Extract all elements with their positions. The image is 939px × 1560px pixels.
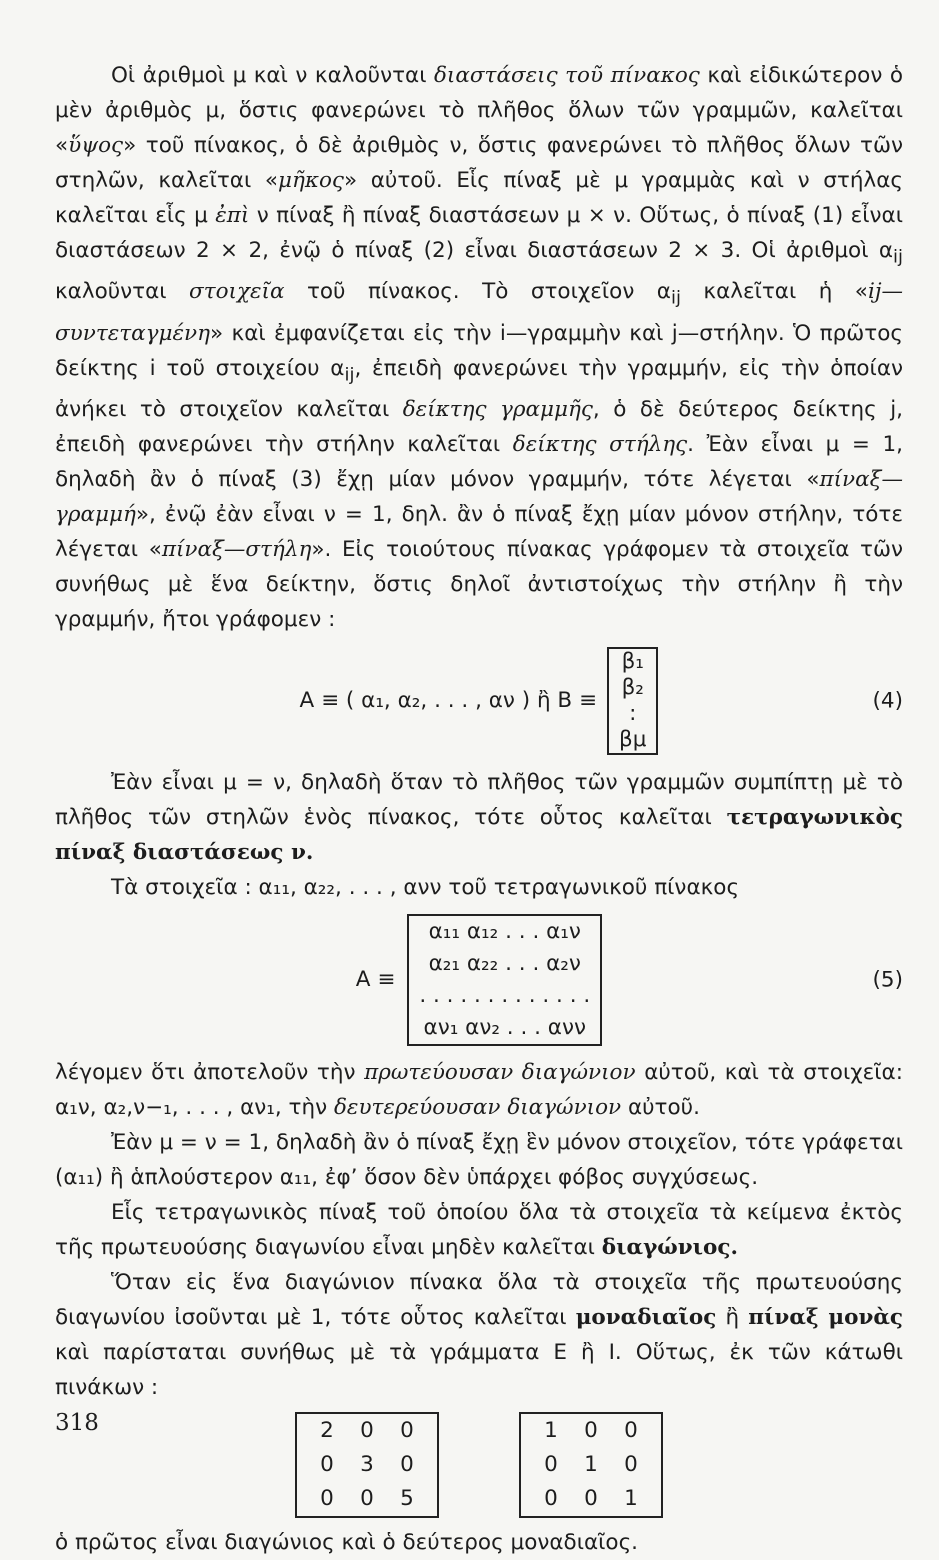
identity-matrix — [519, 1412, 663, 1518]
matrix-entry: 0 — [544, 1485, 558, 1511]
diagonal-matrix — [295, 1412, 439, 1518]
matrix-entry: βμ — [619, 726, 647, 752]
page-number: 318 — [55, 1410, 99, 1436]
equation-4-lhs: A ≡ ( α₁, α₂, . . . , αν ) ἢ B ≡ — [299, 688, 598, 714]
column-matrix-b — [607, 647, 658, 755]
matrix-entry: 0 — [544, 1451, 558, 1477]
matrix-entry: 1 — [624, 1485, 638, 1511]
paragraph-elements: Τὰ στοιχεῖα : α₁₁, α₂₂, . . . , ανν τοῦ τετραγωνικοῦ πίνακος — [111, 874, 740, 900]
paragraph-single: Ἐὰν μ = ν = 1, δηλαδὴ ἂν ὁ πίναξ ἔχῃ ἓν μόνον στοιχεῖον, τότε γράφεται (α₁₁) ἢ ἁπλούστερον α₁₁, ἐφ’ ὅσον δὲν ὑπάρχει φόβος συγχύσεως. — [55, 1129, 903, 1190]
matrix-row: α₁₁ α₁₂ . . . α₁ν — [428, 918, 581, 944]
paragraph-dimensions: Οἱ ἀριθμοὶ μ καὶ ν καλοῦνται διαστάσεις τοῦ πίνακος καὶ εἰδικώτερον ὁ μὲν ἀριθμὸς μ, ὅστις φανερώνει τὸ πλῆθος ὅλων τῶν γραμμῶν, καλεῖται «ὕψος» τοῦ πίνακος, ὁ δὲ ἀριθμὸς ν, ὅστις φανερώνει τὸ πλῆθος ὅλων τῶν στηλῶν, καλεῖται «μῆκος» αὐτοῦ. Εἷς πίναξ μὲ μ γραμμὰς καὶ ν στήλας καλεῖται εἷς μ ἐπὶ ν πίναξ ἢ πίναξ διαστάσεων μ × ν. Οὕτως, ὁ πίναξ (1) εἶναι διαστάσεων 2 × 2, ἐνῷ ὁ πίναξ (2) εἶναι διαστάσεων 2 × 3. Οἱ ἀριθμοὶ $\alpha_{ij}$ καλοῦνται στοιχεῖα τοῦ πίνακος. Τὸ στοιχεῖον $\alpha_{ij}$ καλεῖται ἡ «ij—συντεταγμένη» καὶ ἐμφανίζεται εἰς τὴν i—γραμμὴν καὶ j—στήλην. Ὁ πρῶτος δείκτης i τοῦ στοιχείου $\alpha_{ij}$, ἐπειδὴ φανερώνει τὴν γραμμήν, εἰς τὴν ὁποίαν ἀνήκει τὸ στοιχεῖον καλεῖται δείκτης γραμμῆς, ὁ δὲ δεύτερος δείκτης j, ἐπειδὴ φανερώνει τὴν στήλην καλεῖται δείκτης στήλης. Ἐὰν εἶναι μ = 1, δηλαδὴ ἂν ὁ πίναξ (3) ἔχῃ μίαν μόνον γραμμήν, τότε λέγεται «πίναξ—γραμμή», ἐνῷ ἐὰν εἶναι ν = 1, δηλ. ἂν ὁ πίναξ ἔχῃ μίαν μόνον στήλην, τότε λέγεται «πίναξ—στήλη». Εἰς τοιούτους πίνακας γράφομεν τὰ στοιχεῖα τῶν συνήθως μὲ ἕνα δείκτην, ὅστις δηλοῖ ἀντιστοίχως τὴν στήλην ἢ τὴν γραμμήν, ἤτοι γράφομεν : — [55, 63, 904, 632]
equation-number: (4) — [872, 688, 903, 714]
matrix-entry: 0 — [584, 1485, 598, 1511]
equation-4 — [55, 637, 903, 765]
matrix-entry: 5 — [400, 1485, 414, 1511]
matrix-entry: : — [629, 700, 637, 726]
equation-5 — [55, 905, 903, 1055]
matrix-entry: 0 — [624, 1451, 638, 1477]
matrix-entry: 1 — [584, 1451, 598, 1477]
matrix-entry: 1 — [544, 1417, 558, 1443]
matrix-entry: 0 — [320, 1485, 334, 1511]
page-body — [55, 58, 903, 1560]
paragraph-square: Ἐὰν εἶναι μ = ν, δηλαδὴ ὅταν τὸ πλῆθος τῶν γραμμῶν συμπίπτῃ μὲ τὸ πλῆθος τῶν στηλῶν ἑνὸς πίνακος, τότε οὗτος καλεῖται τετραγωνικὸς πίναξ διαστάσεως ν. — [55, 769, 903, 865]
matrix-entry: 3 — [360, 1451, 374, 1477]
matrix-entry: β₂ — [621, 674, 644, 700]
paragraph-conclusion: ὁ πρῶτος εἶναι διαγώνιος καὶ ὁ δεύτερος μοναδιαῖος. — [55, 1529, 639, 1555]
equation-5-lhs: A ≡ — [355, 967, 396, 993]
matrix-entry: 0 — [320, 1451, 334, 1477]
matrix-row: αν₁ αν₂ . . . ανν — [423, 1014, 586, 1040]
paragraph-diagonal-def: Εἷς τετραγωνικὸς πίναξ τοῦ ὁποίου ὅλα τὰ στοιχεῖα τὰ κείμενα ἐκτὸς τῆς πρωτευούσης διαγωνίου εἶναι μηδὲν καλεῖται διαγώνιος. — [55, 1199, 903, 1260]
paragraph-diagonals: λέγομεν ὅτι ἀποτελοῦν τὴν πρωτεύουσαν διαγώνιον αὐτοῦ, καὶ τὰ στοιχεῖα: α₁ν, α₂,ν−₁, . . . , αν₁, τὴν δευτερεύουσαν διαγώνιον αὐτοῦ. — [55, 1059, 903, 1120]
matrix-entry: 0 — [624, 1417, 638, 1443]
matrix-entry: 0 — [584, 1417, 598, 1443]
matrix-row: . . . . . . . . . . . . . — [419, 982, 591, 1008]
matrix-entry: 0 — [400, 1451, 414, 1477]
matrix-row: α₂₁ α₂₂ . . . α₂ν — [428, 950, 581, 976]
equation-number: (5) — [872, 967, 903, 993]
matrix-entry: 2 — [320, 1417, 334, 1443]
matrix-entry: 0 — [360, 1417, 374, 1443]
matrix-entry: β₁ — [621, 648, 644, 674]
square-matrix-a — [407, 914, 602, 1046]
matrix-entry: 0 — [400, 1417, 414, 1443]
paragraph-identity: Ὅταν εἰς ἕνα διαγώνιον πίνακα ὅλα τὰ στοιχεῖα τῆς πρωτευούσης διαγωνίου ἰσοῦνται μὲ 1, τότε οὗτος καλεῖται μοναδιαῖος ἢ πίναξ μονὰς καὶ παρίσταται συνήθως μὲ τὰ γράμματα E ἢ I. Οὕτως, ἐκ τῶν κάτωθι πινάκων : — [55, 1269, 904, 1400]
matrix-entry: 0 — [360, 1485, 374, 1511]
example-matrices — [55, 1405, 903, 1525]
